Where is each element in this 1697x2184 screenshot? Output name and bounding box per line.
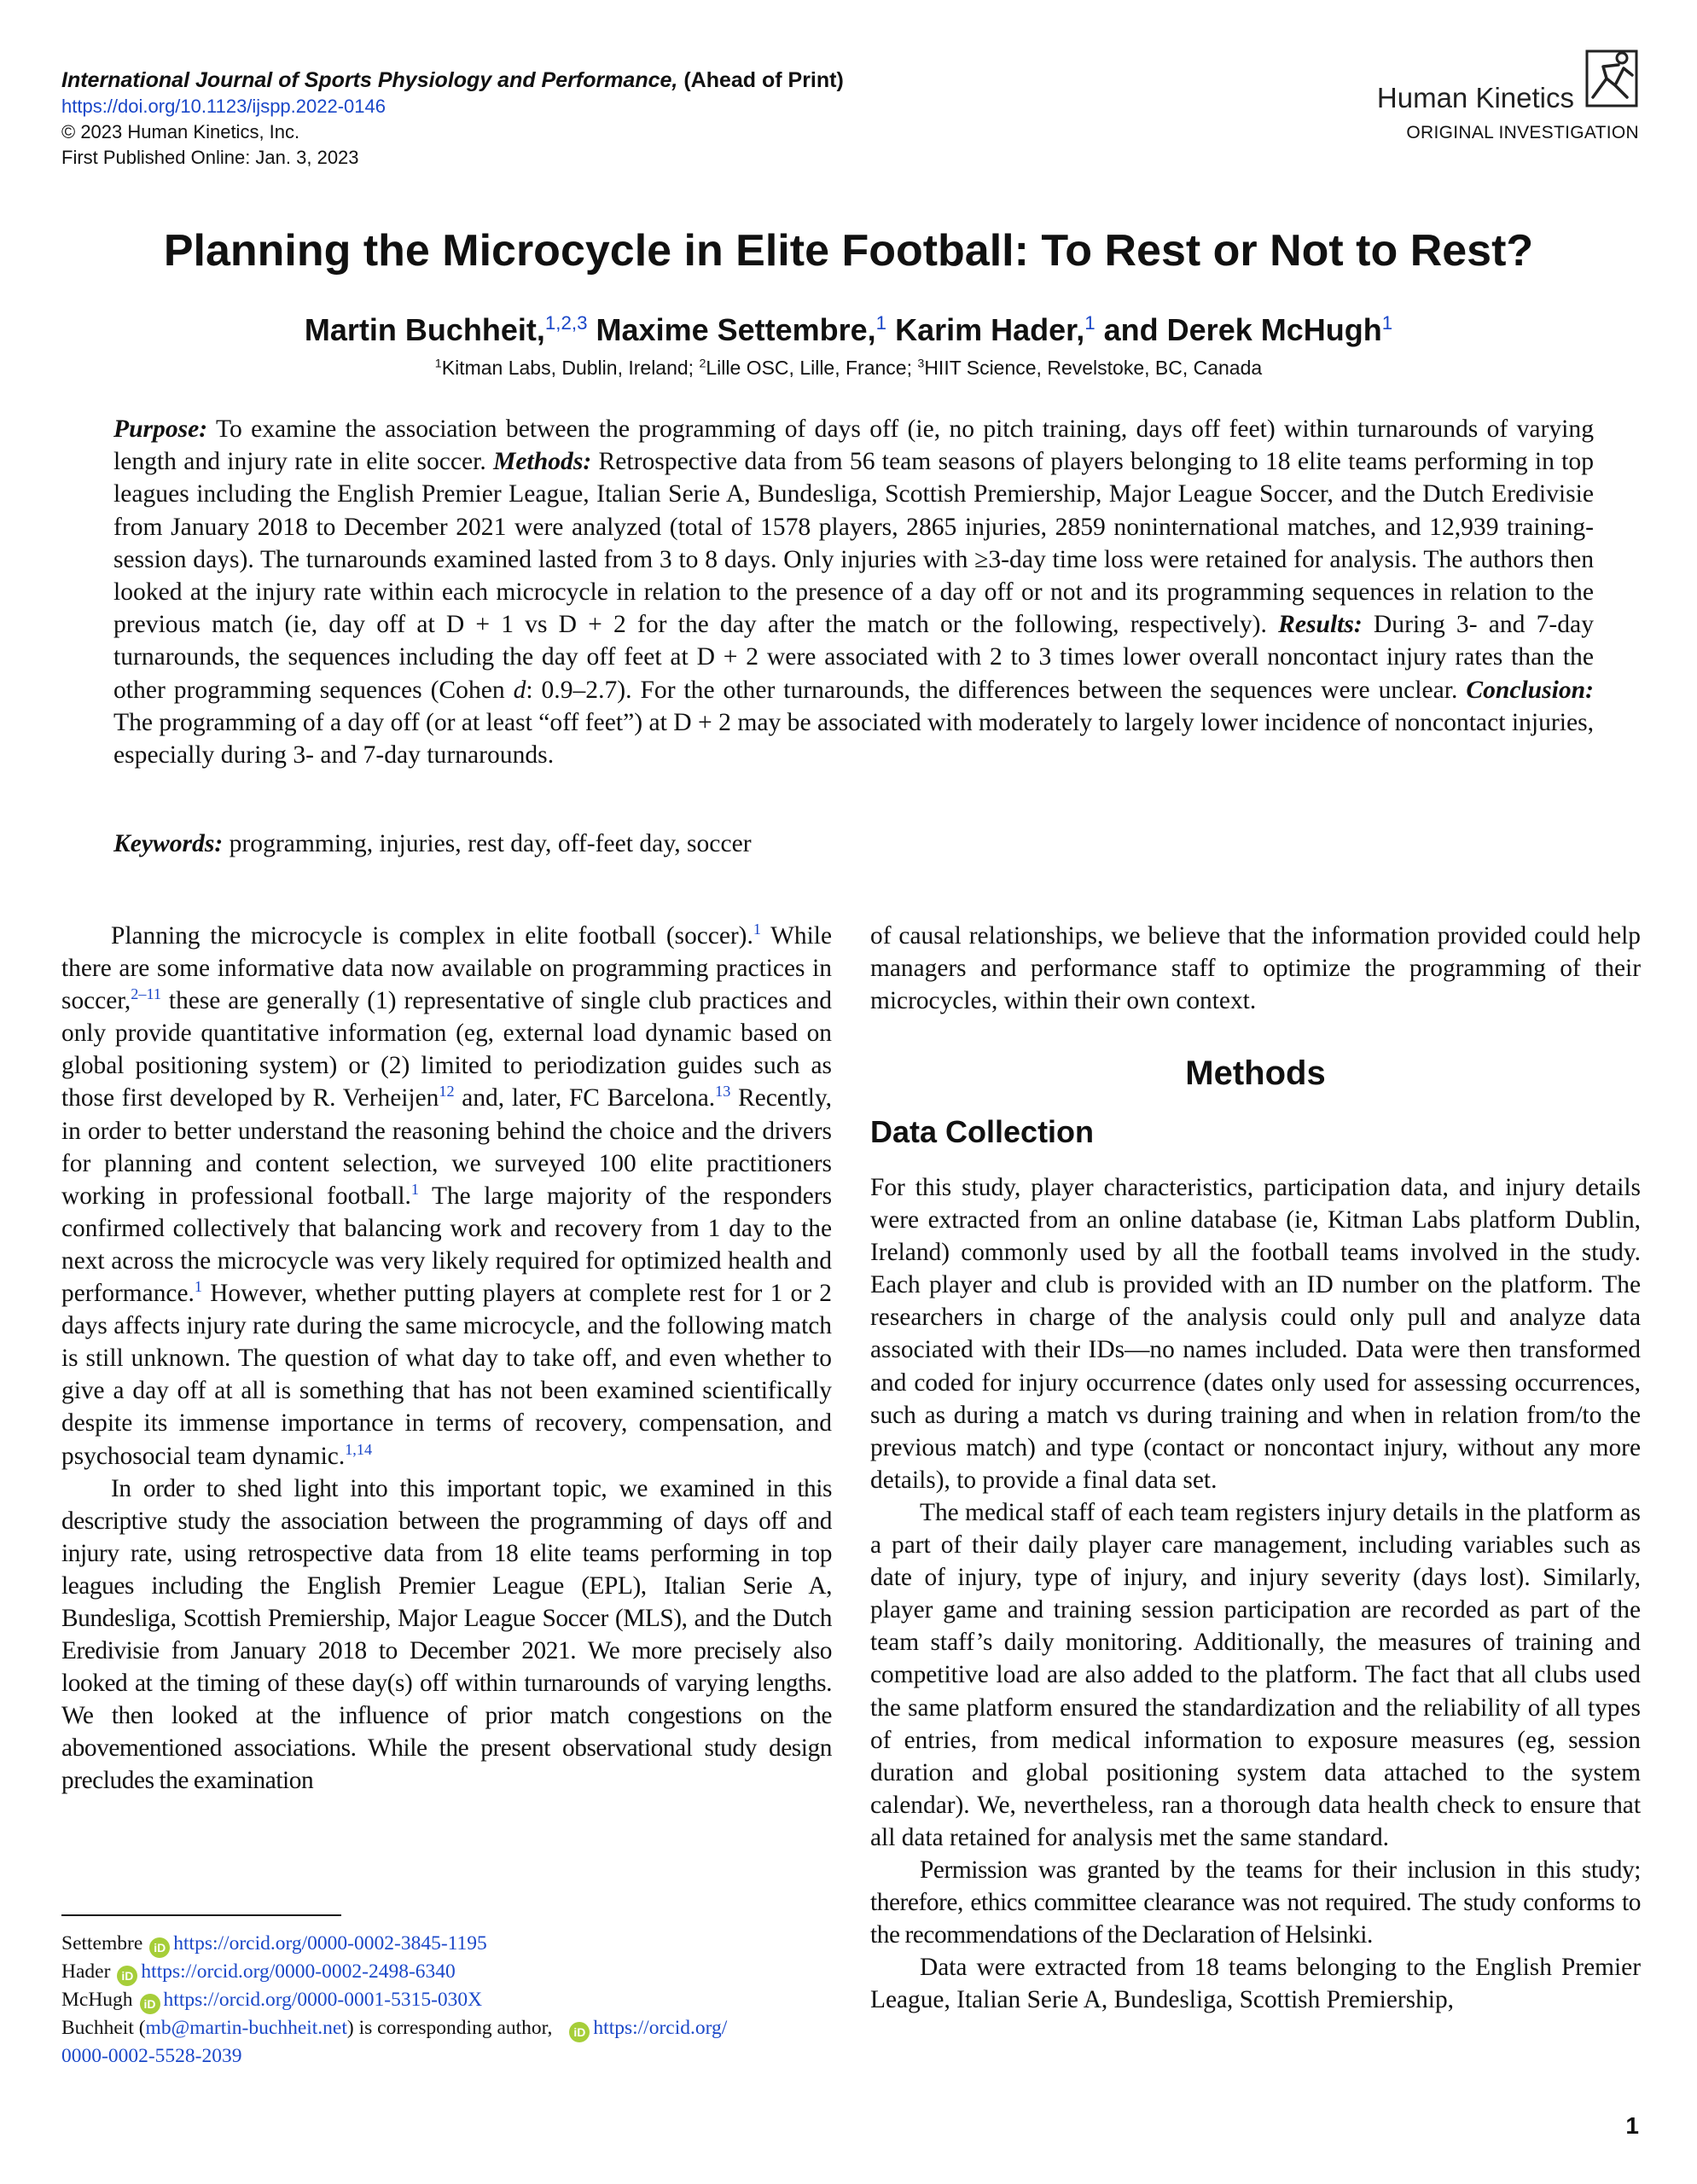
- citation-link[interactable]: 12: [439, 1083, 455, 1101]
- orcid-link[interactable]: https://orcid.org/: [593, 2017, 728, 2039]
- author-surname: Settembre: [61, 1932, 143, 1955]
- data-collection-heading: Data Collection: [870, 1114, 1095, 1149]
- intro-paragraph-1: [61, 920, 832, 1472]
- purpose-label: Purpose:: [113, 415, 208, 443]
- footnotes: [61, 1930, 838, 2071]
- doi-link[interactable]: https://doi.org/10.1123/ijspp.2022-0146: [61, 96, 386, 117]
- methods-heading: Methods: [1185, 1054, 1326, 1092]
- body-text: Planning the microcycle is complex in elite football (soccer).: [111, 922, 753, 950]
- orcid-icon: iD: [569, 2022, 590, 2042]
- orcid-icon: iD: [117, 1966, 137, 1986]
- author-affiliation-ref[interactable]: 1: [1381, 312, 1393, 334]
- citation-link[interactable]: 2–11: [131, 985, 161, 1003]
- author-surname: McHugh: [61, 1989, 133, 2011]
- orcid-footnote: [61, 1986, 838, 2014]
- corresponding-author-footnote: [61, 2014, 838, 2042]
- author-name: and Derek McHugh: [1103, 312, 1382, 347]
- methods-paragraph-2: The medical staff of each team registers injury details in the platform as a part of their daily player care management, including variables such as date of injury, type of injury, and injury severity (days lost). Similarly, player game and training session participation are recorded as part of the team staff’s daily monitoring. Additionally, the measures of training and competitive load are also added to the platform. The fact that all clubs used the same platform ensured the standardization and the reliability of all types of entries, from medical information to exposure measures (eg, session duration and global positioning system data attached to the system calendar). We, nevertheless, ran a thorough data health check to ensure that all data retained for analysis met the same standard.: [870, 1498, 1641, 1851]
- journal-name: International Journal of Sports Physiology and Performance,: [61, 68, 678, 92]
- author-affiliation-ref[interactable]: 1: [1084, 312, 1095, 334]
- results-label: Results:: [1278, 611, 1363, 639]
- orcid-link[interactable]: https://orcid.org/0000-0002-2498-6340: [141, 1960, 456, 1983]
- footnote-divider: [61, 1914, 341, 1916]
- keywords-text: programming, injuries, rest day, off-feet day, soccer: [223, 830, 752, 857]
- author-surname: Hader: [61, 1960, 111, 1983]
- citation-link[interactable]: 1: [194, 1278, 202, 1296]
- citation-link[interactable]: 1: [753, 921, 761, 938]
- journal-status: (Ahead of Print): [683, 68, 844, 92]
- orcid-footnote: [61, 1958, 838, 1986]
- methods-paragraph-4: Data were extracted from 18 teams belonging to the English Premier League, Italian Serie A, Bundesliga, Scottish Premiership,: [870, 1954, 1641, 2014]
- first-published: First Published Online: Jan. 3, 2023: [61, 147, 359, 168]
- author-affiliation-ref[interactable]: 1: [875, 312, 887, 334]
- abstract-methods: Retrospective data from 56 team seasons of players belonging to 18 elite teams performing in top leagues including the English Premier League, Italian Serie A, Bundesliga, Scottish Premiership, Major League Soccer, and the Dutch Eredivisie from January 2018 to December 2021 were analyzed (total of 1578 players, 2865 injuries, 2859 noninternational matches, and 12,939 training-session days). The turnarounds examined lasted from 3 to 8 days. Only injuries with ≥3-day time loss were retained for analysis. The authors then looked at the injury rate within each microcycle in relation to the presence of a day off or not and its programming sequences in relation to the previous match (ie, day off at D + 1 vs D + 2 for the day after the match or the following, respectively).: [113, 448, 1594, 639]
- abstract: [113, 413, 1594, 771]
- abstract-results: During 3- and 7-day turnarounds, the sequences including the day off feet at D + 2 were associated with 2 to 3 times lower overall noncontact injury rates than the other programming sequences (Cohen: [113, 611, 1594, 704]
- body-text: However, whether putting players at complete rest for 1 or 2 days affects injury rate during the same microcycle, and the following match is still unknown. The question of what day to take off, and even whether to give a day off at all is something that has not been examined scientifically despite its immense importance in terms of recovery, compensation, and psychosocial team dynamic.: [61, 1280, 832, 1470]
- publisher-name: Human Kinetics: [1376, 82, 1574, 113]
- email-link[interactable]: mb@martin-buchheit.net: [145, 2017, 347, 2039]
- abstract-conclusion: The programming of a day off (or at least “off feet”) at D + 2 may be associated with moderately to largely lower incidence of noncontact injuries, especially during 3- and 7-day turnarounds.: [113, 708, 1594, 770]
- page-number: 1: [1625, 2112, 1639, 2139]
- affiliation-number: 2: [699, 357, 706, 371]
- affiliation: Lille OSC, Lille, France;: [706, 357, 918, 379]
- author-name: Karim Hader,: [895, 312, 1085, 347]
- author-name: Maxime Settembre,: [596, 312, 876, 347]
- journal-header: [61, 67, 1085, 171]
- citation-link[interactable]: 1,14: [345, 1440, 373, 1458]
- right-column-top: [870, 920, 1641, 1017]
- intro-paragraph-2-continued: of causal relationships, we believe that the information provided could help managers and performance staff to optimize the programming of their microcycles, within their own context.: [870, 922, 1641, 1015]
- copyright: © 2023 Human Kinetics, Inc.: [61, 121, 300, 142]
- abstract-results-cont: : 0.9–2.7). For the other turnarounds, the differences between the sequences were unclear.: [526, 676, 1467, 704]
- intro-paragraph-2: In order to shed light into this important topic, we examined in this descriptive study the association between the programming of days off and injury rate, using retrospective data from 18 elite teams performing in top leagues including the English Premier League (EPL), Italian Serie A, Bundesliga, Scottish Premiership, Major League Soccer (MLS), and the Dutch Eredivisie from January 2018 to December 2021. We more precisely also looked at the timing of these day(s) off within turnarounds of varying lengths. We then looked at the influence of prior match congestions on the abovementioned associations. While the present observational study design precludes the examination: [61, 1474, 832, 1795]
- body-text: Recently, in order to better understand the reasoning behind the choice and the drivers for planning and content selection, we surveyed 100 elite practitioners working in professional football.: [61, 1084, 832, 1210]
- affiliation: HIIT Science, Revelstoke, BC, Canada: [924, 357, 1263, 379]
- keywords: [113, 828, 1594, 860]
- affiliation-number: 1: [434, 357, 442, 371]
- body-text: The large majority of the responders confirmed collectively that balancing work and recovery from 1 day to the next across the microcycle was very likely required for optimized health and performance.: [61, 1182, 833, 1308]
- affiliation-number: 3: [917, 357, 925, 371]
- human-kinetics-logo-icon: [1584, 44, 1639, 109]
- author-name: Martin Buchheit,: [304, 312, 545, 347]
- keywords-label: Keywords:: [113, 830, 224, 857]
- body-text: these are generally (1) representative of single club practices and only provide quantitative information (eg, external load dynamic based on global positioning system) or (2) limited to periodization guides such as those first developed by R. Verheijen: [61, 987, 832, 1112]
- citation-link[interactable]: 13: [715, 1083, 731, 1101]
- abstract-purpose: To examine the association between the programming of days off (ie, no pitch training, days off feet) within turnarounds of varying length and injury rate in elite soccer.: [113, 415, 1594, 476]
- affiliation: Kitman Labs, Dublin, Ireland;: [441, 357, 700, 379]
- methods-label: Methods:: [493, 448, 592, 476]
- right-column-methods: [870, 1171, 1641, 2016]
- orcid-link[interactable]: https://orcid.org/0000-0002-3845-1195: [173, 1932, 487, 1955]
- methods-paragraph-1: For this study, player characteristics, participation data, and injury details were extracted from an online database (ie, Kitman Labs platform Dublin, Ireland) commonly used by all the football teams involved in the study. Each player and club is provided with an ID number on the platform. The researchers in charge of the analysis could only pull and analyze data associated with their IDs—no names included. Data were then transformed and coded for injury occurrence (dates only used for assessing occurrences, such as during a match vs during training and when in relation from/to the previous match) and type (contact or noncontact injury, without any more details), to provide a final data set.: [870, 1174, 1641, 1494]
- orcid-link[interactable]: https://orcid.org/0000-0001-5315-030X: [163, 1989, 483, 2011]
- conclusion-label: Conclusion:: [1466, 676, 1594, 704]
- body-text: and, later, FC Barcelona.: [454, 1084, 716, 1112]
- orcid-link-continued[interactable]: 0000-0002-5528-2039: [61, 2045, 242, 2067]
- methods-paragraph-3: Permission was granted by the teams for their inclusion in this study; therefore, ethics committee clearance was not required. The study conforms to the recommendations of the Declaration of Helsinki.: [870, 1856, 1641, 1949]
- article-type: ORIGINAL INVESTIGATION: [1406, 123, 1639, 142]
- orcid-footnote: [61, 1930, 838, 1958]
- orcid-icon: iD: [140, 1994, 160, 2014]
- body-text: While there are some informative data now available on programming practices in soccer,: [61, 922, 832, 1015]
- article-title: Planning the Microcycle in Elite Football: To Rest or Not to Rest?: [163, 226, 1534, 276]
- orcid-icon: iD: [149, 1937, 170, 1958]
- author-affiliation-ref[interactable]: 1,2,3: [544, 312, 588, 334]
- corresponding-note: ) is corresponding author,: [346, 2017, 553, 2039]
- citation-link[interactable]: 1: [410, 1180, 420, 1198]
- affiliations: [0, 357, 1697, 380]
- journal-title-line: [61, 67, 1085, 94]
- left-column: [61, 920, 832, 1798]
- author-surname: Buchheit (: [61, 2017, 146, 2039]
- cohen-d-symbol: d: [513, 676, 526, 704]
- author-list: [0, 312, 1697, 348]
